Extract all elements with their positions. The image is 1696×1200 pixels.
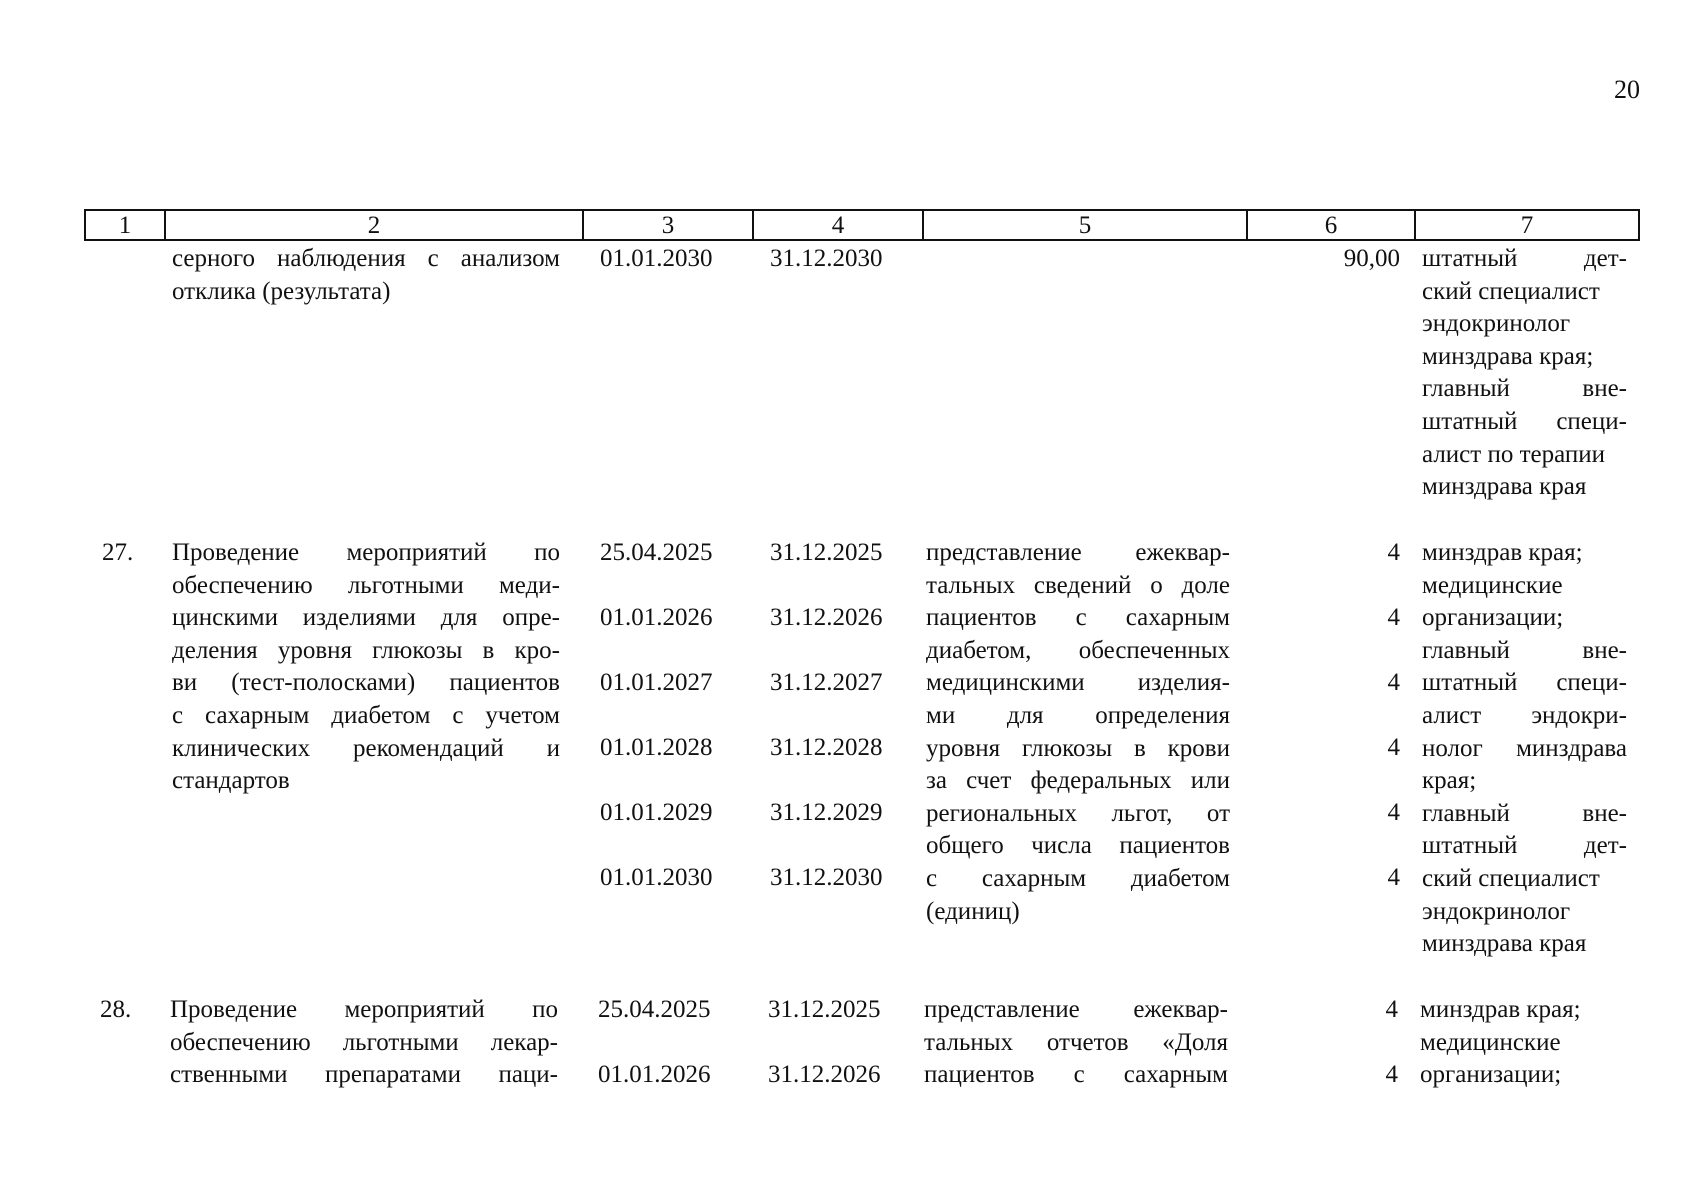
indicator-line: представление ежеквар- [924,996,1228,1023]
period-start-date: 01.01.2027 [600,669,713,696]
indicator-line: медицинскими изделия- [926,669,1230,697]
responsible-line: штатный специ- [1422,407,1627,435]
description-line: Проведение мероприятий по [170,996,558,1023]
indicator-line: региональных льгот, от [926,799,1230,827]
responsible-line: алист эндокри- [1422,701,1627,729]
period-start-date: 01.01.2026 [600,604,713,631]
indicator-line: пациентов с сахарным [926,604,1230,632]
description-line: с сахарным диабетом с учетом [172,701,560,729]
indicator-line: уровня глюкозы в крови [926,734,1230,762]
period-value: 4 [1387,799,1400,826]
continuation-value: 90,00 [1343,245,1400,272]
period-end-date: 31.12.2025 [768,996,881,1023]
continuation-start-date: 01.01.2030 [600,245,713,272]
indicator-line: за счет федеральных или [926,767,1230,795]
period-end-date: 31.12.2026 [768,1061,881,1088]
period-value: 4 [1387,539,1400,566]
responsible-line: главный вне- [1422,799,1627,827]
header-col-7: 7 [1520,212,1534,239]
period-value: 4 [1387,669,1400,696]
responsible-line: организации; [1422,604,1564,632]
indicator-line: общего числа пациентов [926,832,1230,860]
header-col-1: 1 [118,212,132,239]
header-col-3: 3 [661,212,675,239]
period-start-date: 01.01.2028 [600,734,713,761]
description-line: стандартов [172,767,290,795]
row-description [170,994,558,1092]
responsible-line: штатный специ- [1422,669,1627,697]
responsible-line: минздрава края [1422,473,1587,501]
indicator-line: (единиц) [926,897,1020,925]
responsible-line: минздрав края; [1422,539,1583,566]
period-value: 4 [1387,864,1400,891]
responsible-line: штатный дет- [1422,245,1627,272]
header-col-5: 5 [1078,212,1092,239]
period-end-date: 31.12.2026 [770,604,883,631]
description-line: отклика (результата) [172,277,391,305]
responsible-line: медицинские [1422,571,1563,599]
continuation-description [172,243,560,308]
responsible-line: эндокринолог [1422,897,1571,925]
period-value: 4 [1387,734,1400,761]
responsible-line: медицинские [1420,1028,1561,1056]
indicator-line: тальных сведений о доле [926,571,1230,599]
indicator-line: диабетом, обеспеченных [926,636,1230,664]
continuation-end-date: 31.12.2030 [770,245,883,272]
row-number: 27. [102,539,134,566]
indicator-line: тальных отчетов «Доля [924,1028,1228,1056]
header-col-2: 2 [367,212,381,239]
description-line: обеспечению льготными меди- [172,571,560,599]
period-start-date: 01.01.2030 [600,864,713,891]
description-line: Проведение мероприятий по [172,539,560,566]
row-number: 28. [100,996,132,1023]
period-end-date: 31.12.2030 [770,864,883,891]
period-end-date: 31.12.2029 [770,799,883,826]
responsible-line: главный вне- [1422,375,1627,403]
header-col-6: 6 [1324,212,1338,239]
description-line: обеспечению льготными лекар- [170,1028,558,1056]
row-description [172,537,560,798]
indicator-line: ми для определения [926,701,1230,729]
responsible-line: штатный дет- [1422,832,1627,860]
description-line: серного наблюдения с анализом [172,245,560,272]
responsible-line: эндокринолог [1422,310,1571,338]
description-line: клинических рекомендаций и [172,734,560,762]
period-end-date: 31.12.2025 [770,539,883,566]
period-value: 4 [1387,604,1400,631]
period-value: 4 [1385,1061,1398,1088]
indicator-line: с сахарным диабетом [926,864,1230,892]
period-end-date: 31.12.2028 [770,734,883,761]
row-responsible [1422,537,1627,961]
indicator-line: пациентов с сахарным [924,1061,1228,1089]
responsible-line: ский специалист [1422,864,1600,892]
indicator-line: представление ежеквар- [926,539,1230,566]
description-line: ви (тест-полосками) пациентов [172,669,560,697]
table-header-row [84,209,1640,241]
period-start-date: 01.01.2029 [600,799,713,826]
row-indicator [924,994,1228,1092]
description-line: деления уровня глюкозы в кро- [172,636,560,664]
responsible-line: минздрава края; [1422,342,1594,370]
period-end-date: 31.12.2027 [770,669,883,696]
responsible-line: нолог минздрава [1422,734,1627,762]
period-start-date: 25.04.2025 [598,996,711,1023]
responsible-line: ский специалист [1422,277,1600,305]
description-line: ственными препаратами паци- [170,1061,558,1089]
description-line: цинскими изделиями для опре- [172,604,560,632]
period-start-date: 25.04.2025 [600,539,713,566]
row-indicator [926,537,1230,928]
header-col-4: 4 [831,212,845,239]
page-number: 20 [1614,75,1640,104]
period-start-date: 01.01.2026 [598,1061,711,1088]
continuation-responsible [1422,243,1627,504]
period-value: 4 [1385,996,1398,1023]
responsible-line: главный вне- [1422,636,1627,664]
responsible-line: минздрав края; [1420,996,1581,1023]
responsible-line: алист по терапии [1422,440,1605,468]
responsible-line: края; [1422,767,1477,795]
responsible-line: организации; [1420,1061,1562,1089]
responsible-line: минздрава края [1422,930,1587,958]
row-responsible [1420,994,1625,1092]
